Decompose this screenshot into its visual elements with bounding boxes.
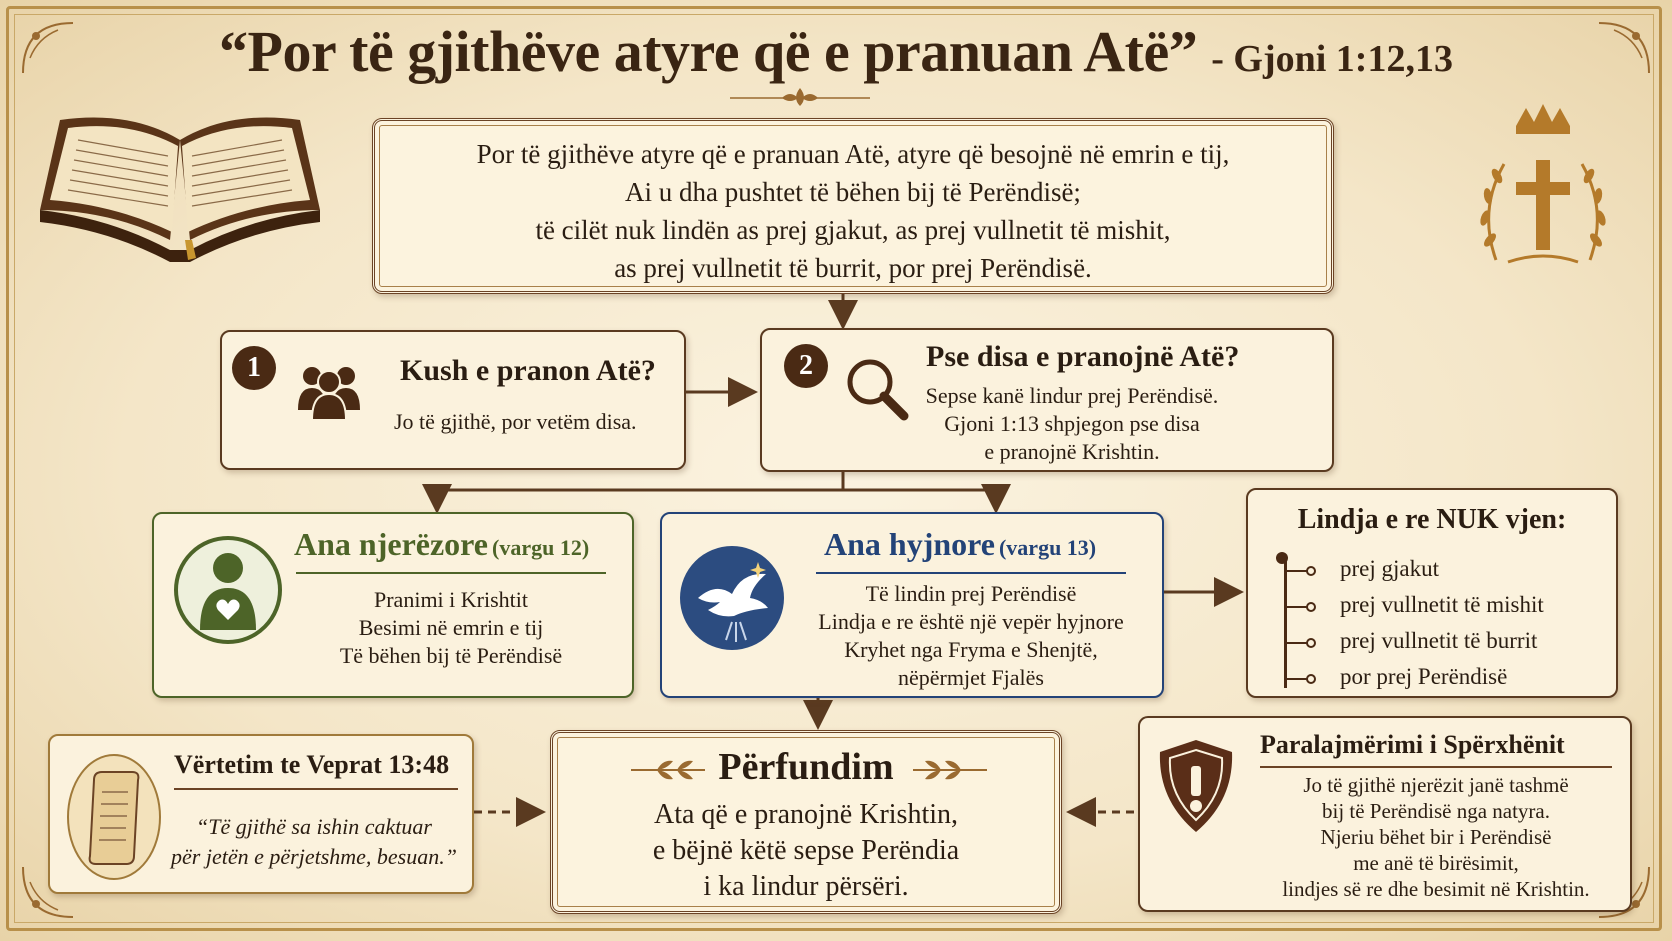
step1-title: Kush e pranon Atë?: [400, 354, 656, 387]
human-divider: [296, 572, 606, 574]
not-from-item: prej gjakut: [1340, 556, 1439, 581]
step2-title: Pse disa e pranojnë Atë?: [926, 340, 1240, 373]
human-line: Pranimi i Krishtit: [374, 587, 528, 612]
conclusion-line: e bëjnë këtë sepse Perëndia: [652, 835, 960, 866]
confirmation-line: “Të gjithë sa ishin caktuar: [196, 814, 432, 839]
divine-side-box: [660, 512, 1164, 698]
human-title: Ana njerëzore: [294, 526, 488, 562]
not-from-item: por prej Perëndisë: [1340, 664, 1508, 689]
scripture-line: as prej vullnetit të burrit, por prej Perëndisë.: [614, 253, 1092, 283]
list-bullet: [1306, 674, 1316, 684]
confirmation-divider: [174, 788, 458, 790]
scripture-line: Por të gjithëve atyre që e pranuan Atë, atyre që besojnë në emrin e tij,: [476, 139, 1230, 169]
warning-box: [1138, 716, 1632, 912]
human-side-box: [152, 512, 634, 698]
list-spine-cap: [1276, 552, 1288, 564]
warning-line: bij të Perëndisë nga natyra.: [1321, 799, 1550, 823]
human-line: Besimi në emrin e tij: [358, 615, 544, 640]
conclusion-line: Ata që e pranojnë Krishtin,: [653, 799, 959, 830]
person-heart-icon: [172, 534, 284, 646]
step2-number: 2: [784, 344, 828, 388]
warning-shield-icon: [1154, 736, 1238, 836]
step2-line: Sepse kanë lindur prej Perëndisë.: [925, 383, 1219, 408]
warning-line: Jo të gjithë njerëzit janë tashmë: [1303, 773, 1569, 797]
divine-divider: [816, 572, 1126, 574]
divine-line: nëpërmjet Fjalës: [897, 665, 1044, 690]
warning-title: Paralajmërimi i Spërxhënit: [1260, 730, 1565, 759]
human-tag: (vargu 12): [492, 535, 590, 560]
divine-title: Ana hyjnore: [824, 526, 995, 562]
step1-number: 1: [232, 346, 276, 390]
warning-line: Njeriu bëhet bir i Perëndisë: [1320, 825, 1552, 849]
title-main: “Por të gjithëve atyre që e pranuan Atë”: [219, 19, 1198, 84]
divine-line: Të lindin prej Perëndisë: [865, 581, 1077, 606]
confirmation-box: [48, 734, 474, 894]
list-bullet: [1306, 566, 1316, 576]
not-from-box: [1246, 488, 1618, 698]
list-bullet: [1306, 602, 1316, 612]
warning-divider: [1260, 766, 1612, 768]
not-from-item: prej vullnetit të mishit: [1340, 592, 1544, 617]
warning-line: me anë të birësimit,: [1353, 851, 1519, 875]
step2-line: e pranojnë Krishtin.: [984, 439, 1160, 464]
confirmation-line: për jetën e përjetshme, besuan.”: [171, 844, 457, 869]
step2-box: [760, 328, 1334, 472]
human-line: Të bëhen bij të Perëndisë: [339, 643, 563, 668]
conclusion-box: [550, 730, 1062, 914]
people-icon: [294, 362, 364, 422]
arrow-step2-to-divine: [843, 490, 996, 508]
divine-line: Kryhet nga Fryma e Shenjtë,: [844, 637, 1098, 662]
not-from-title: Lindja e re NUK vjen:: [1297, 504, 1567, 535]
warning-line: lindjes së re dhe besimit në Krishtin.: [1282, 877, 1590, 901]
divine-line: Lindja e re është një vepër hyjnore: [818, 609, 1124, 634]
scripture-line: Ai u dha pushtet të bëhen bij të Perëndisë;: [625, 177, 1081, 207]
title-reference: - Gjoni 1:12,13: [1211, 38, 1453, 80]
dove-icon: [676, 542, 788, 654]
scroll-icon: [66, 752, 162, 882]
not-from-item: prej vullnetit të burrit: [1340, 628, 1538, 653]
conclusion-line: i ka lindur përsëri.: [703, 871, 909, 902]
confirmation-title: Vërtetim te Veprat 13:48: [174, 750, 450, 779]
list-bullet: [1306, 638, 1316, 648]
divine-tag: (vargu 13): [998, 535, 1097, 560]
step1-box: [220, 330, 686, 470]
step2-line: Gjoni 1:13 shpjegon pse disa: [944, 411, 1200, 436]
conclusion-title: Përfundim: [718, 746, 894, 788]
step1-text: Jo të gjithë, por vetëm disa.: [394, 409, 637, 434]
scripture-line: të cilët nuk lindën as prej gjakut, as prej vullnetit të mishit,: [535, 215, 1171, 245]
arrow-step2-to-human: [437, 472, 843, 508]
list-spine: [1284, 558, 1287, 688]
